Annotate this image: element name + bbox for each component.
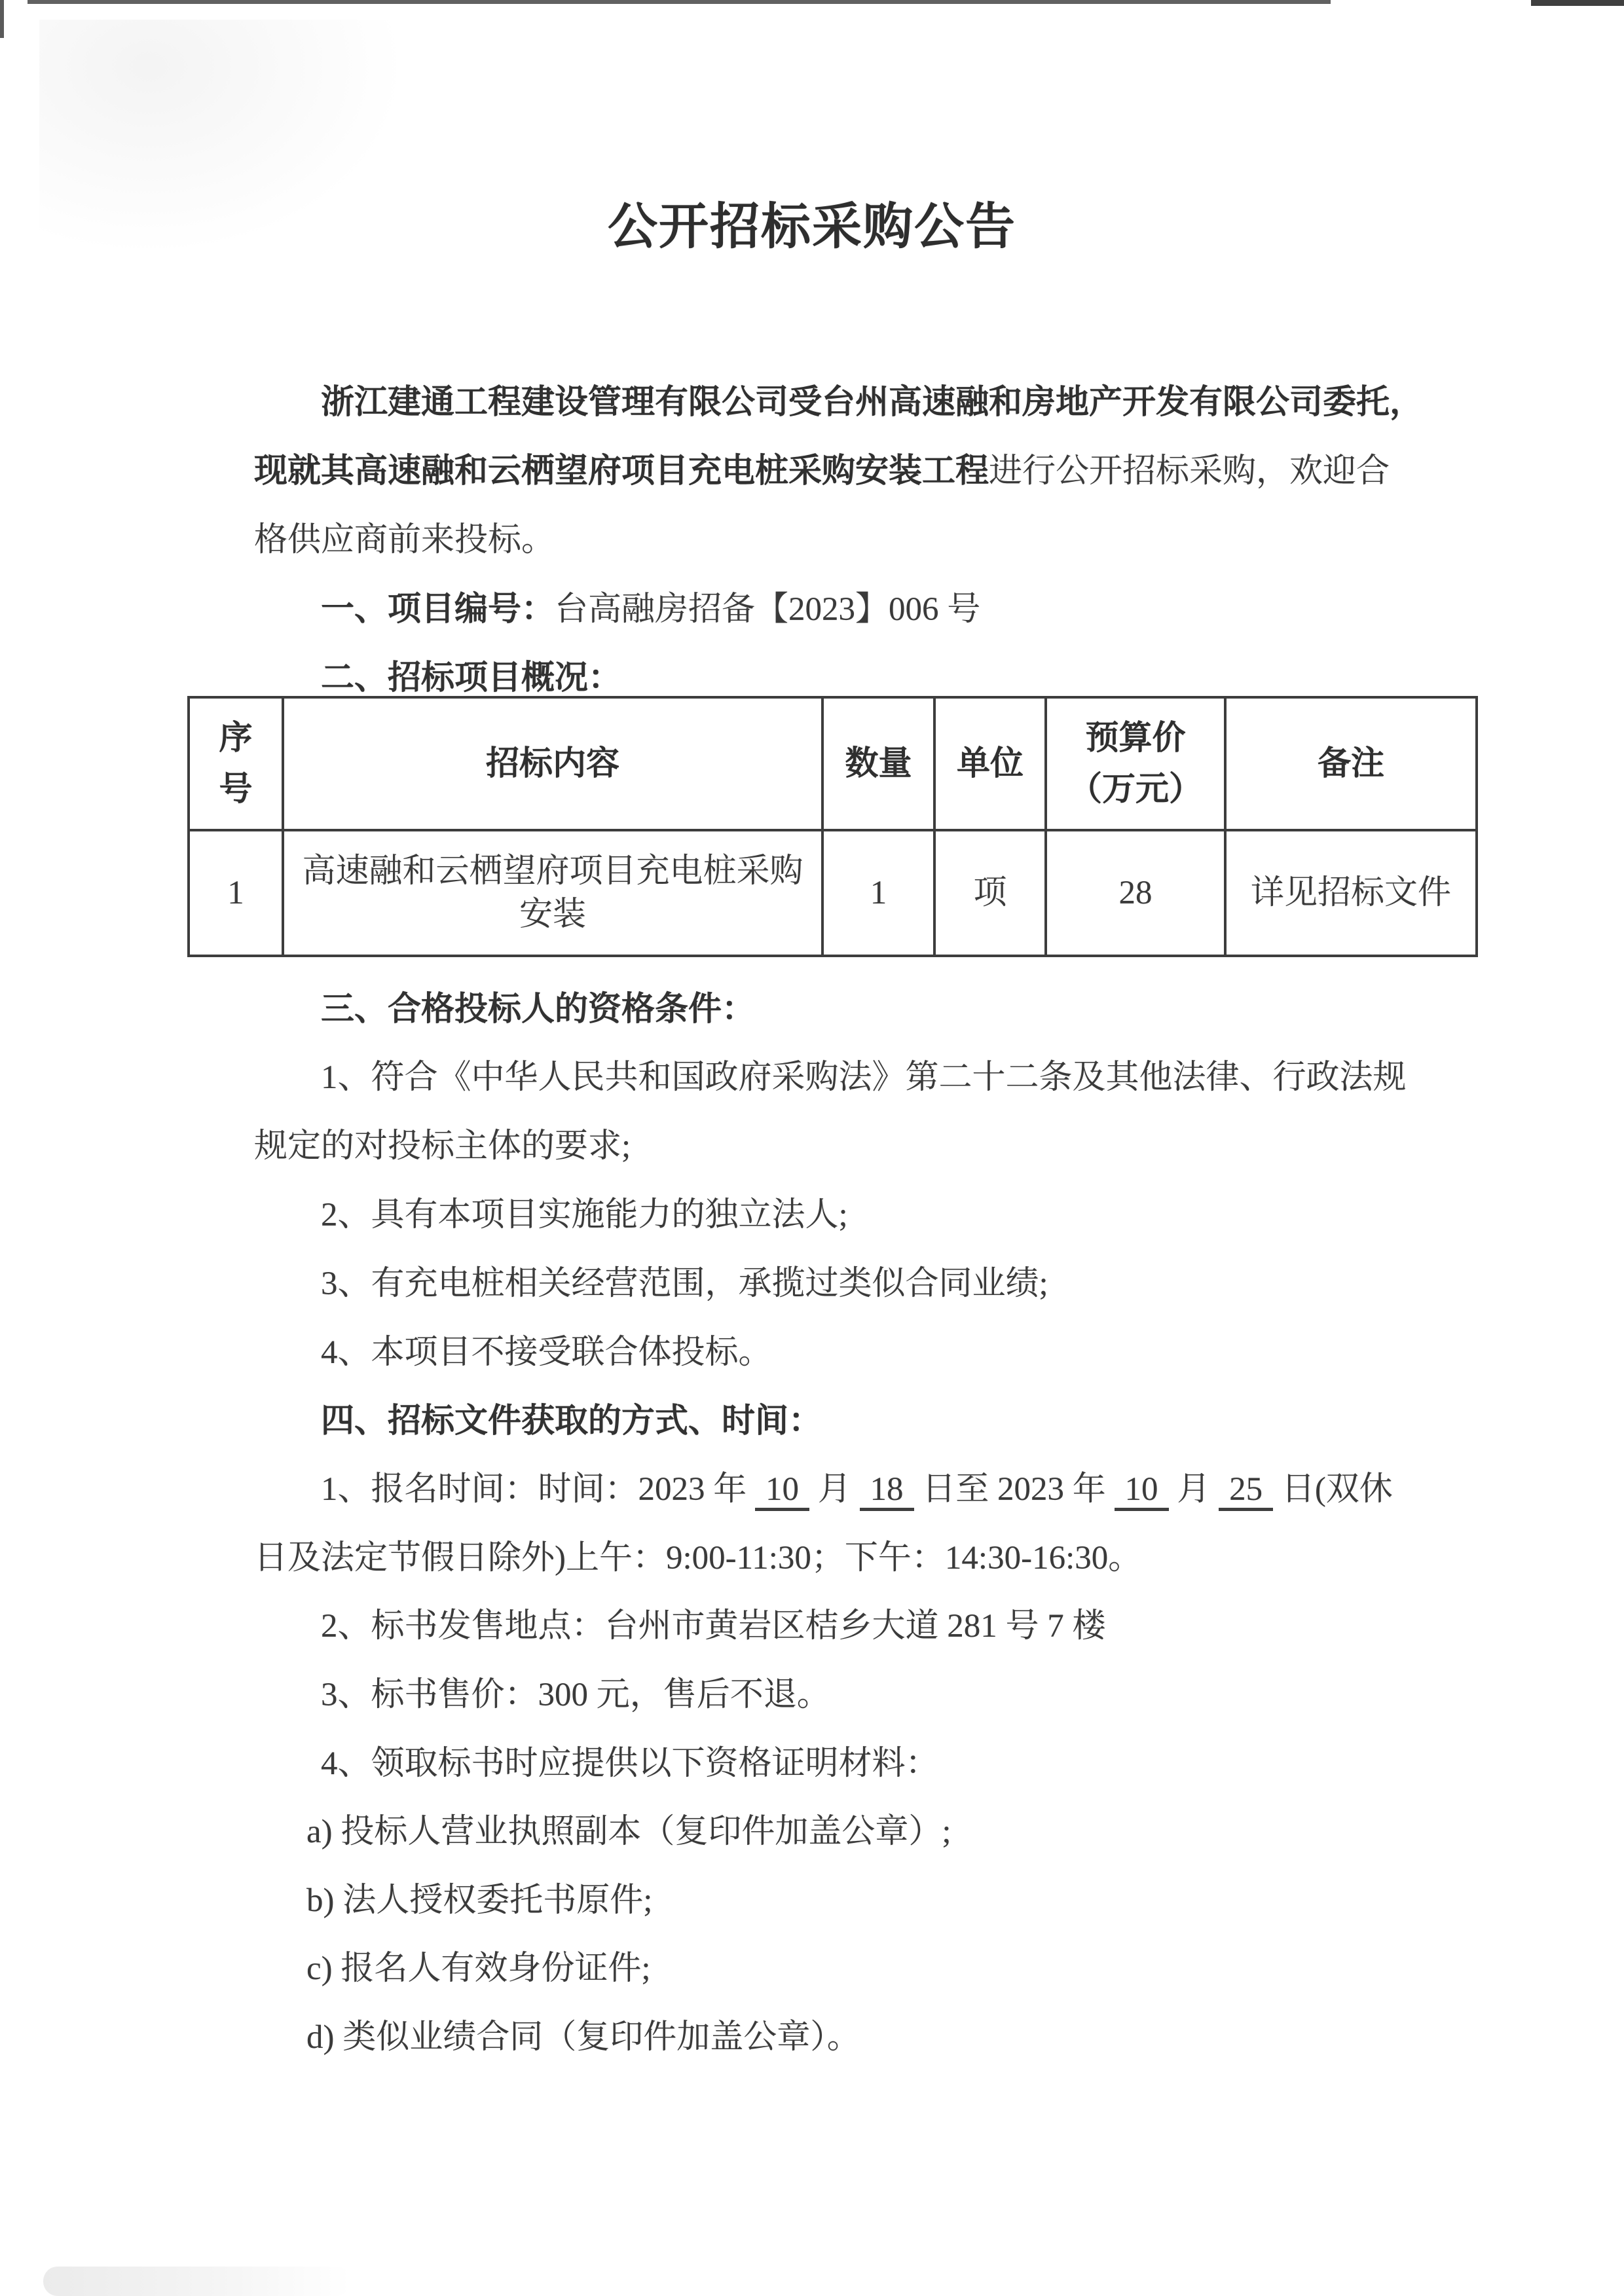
table-header-content: 招标内容 (283, 697, 822, 830)
scan-artifact-left-tick (0, 0, 4, 38)
scan-artifact-smudge-bottom (43, 2267, 351, 2296)
materials-heading-line: 4、领取标书时应提供以下资格证明材料： (321, 1745, 939, 1782)
qualification-item-1-line-1: 1、符合《中华人民共和国政府采购法》第二十二条及其他法律、行政法规 (321, 1059, 1407, 1096)
table-header-unit: 单位 (934, 697, 1046, 830)
registration-month-1-underlined: 10 (755, 1471, 809, 1511)
material-item-a: a) 投标人营业执照副本（复印件加盖公章）; (306, 1813, 951, 1850)
qualification-item-3: 3、有充电桩相关经营范围，承揽过类似合同业绩; (321, 1266, 1048, 1302)
registration-day-2-underlined: 25 (1219, 1471, 1273, 1511)
table-row (189, 830, 1477, 956)
registration-day-1-underlined: 18 (860, 1471, 914, 1511)
table-cell-qty: 1 (822, 830, 934, 956)
section-acquisition-heading: 四、招标文件获取的方式、时间： (321, 1402, 822, 1439)
table-cell-budget: 28 (1046, 830, 1225, 956)
table-cell-seq: 1 (189, 830, 283, 956)
intro-line-3: 格供应商前来投标。 (254, 522, 555, 558)
scan-artifact-top-edge (28, 0, 1331, 4)
registration-time-line-2: 日及法定节假日除外)上午：9:00-11:30；下午：14:30-16:30。 (254, 1540, 1142, 1576)
sale-price-line: 3、标书售价：300 元，售后不退。 (321, 1677, 830, 1713)
scan-artifact-top-edge-right (1531, 0, 1624, 6)
project-number-value: 台高融房招备【2023】006 号 (555, 591, 981, 628)
intro-line-2 (254, 451, 1390, 492)
sale-place-line: 2、标书发售地点：台州市黄岩区桔乡大道 281 号 7 楼 (321, 1608, 1106, 1645)
section-overview-heading: 二、招标项目概况： (321, 659, 622, 696)
qualification-item-1-line-2: 规定的对投标主体的要求; (254, 1128, 631, 1165)
intro-line-2-bold: 现就其高速融和云栖望府项目充电桩采购安装工程 (254, 453, 989, 490)
material-item-d: d) 类似业绩合同（复印件加盖公章）。 (306, 2019, 860, 2056)
qualification-item-4: 4、本项目不接受联合体投标。 (321, 1334, 772, 1371)
table-cell-unit: 项 (934, 830, 1046, 956)
document-title: 公开招标采购公告 (608, 200, 1016, 255)
registration-time-mid-3: 月 (1168, 1471, 1219, 1508)
registration-time-suffix: 日(双休 (1273, 1471, 1393, 1508)
intro-line-2-regular: 进行公开招标采购，欢迎合 (989, 453, 1390, 490)
table-header-seq: 序 号 (189, 697, 283, 830)
section-project-number (321, 589, 980, 630)
qualification-item-2: 2、具有本项目实施能力的独立法人; (321, 1197, 848, 1233)
registration-time-line-1 (321, 1469, 1393, 1511)
table-header-qty: 数量 (822, 697, 934, 830)
table-cell-content: 高速融和云栖望府项目充电桩采购 安装 (283, 830, 822, 956)
table-header-row (189, 697, 1477, 830)
registration-time-mid-1: 月 (809, 1471, 860, 1508)
material-item-b: b) 法人授权委托书原件; (306, 1882, 653, 1919)
intro-line-1: 浙江建通工程建设管理有限公司受台州高速融和房地产开发有限公司委托， (321, 384, 1424, 421)
section-qualifications-heading: 三、合格投标人的资格条件： (321, 990, 756, 1027)
registration-time-prefix: 1、报名时间：时间：2023 年 (321, 1471, 756, 1508)
section-project-number-label: 一、项目编号： (321, 590, 555, 627)
registration-time-mid-2: 日至 2023 年 (913, 1471, 1115, 1508)
table-cell-note: 详见招标文件 (1225, 830, 1477, 956)
registration-month-2-underlined: 10 (1115, 1471, 1169, 1511)
material-item-c: c) 报名人有效身份证件; (306, 1950, 651, 1987)
table-header-budget: 预算价 （万元） (1046, 697, 1225, 830)
table-header-note: 备注 (1225, 697, 1477, 830)
bid-overview-table (187, 696, 1478, 957)
